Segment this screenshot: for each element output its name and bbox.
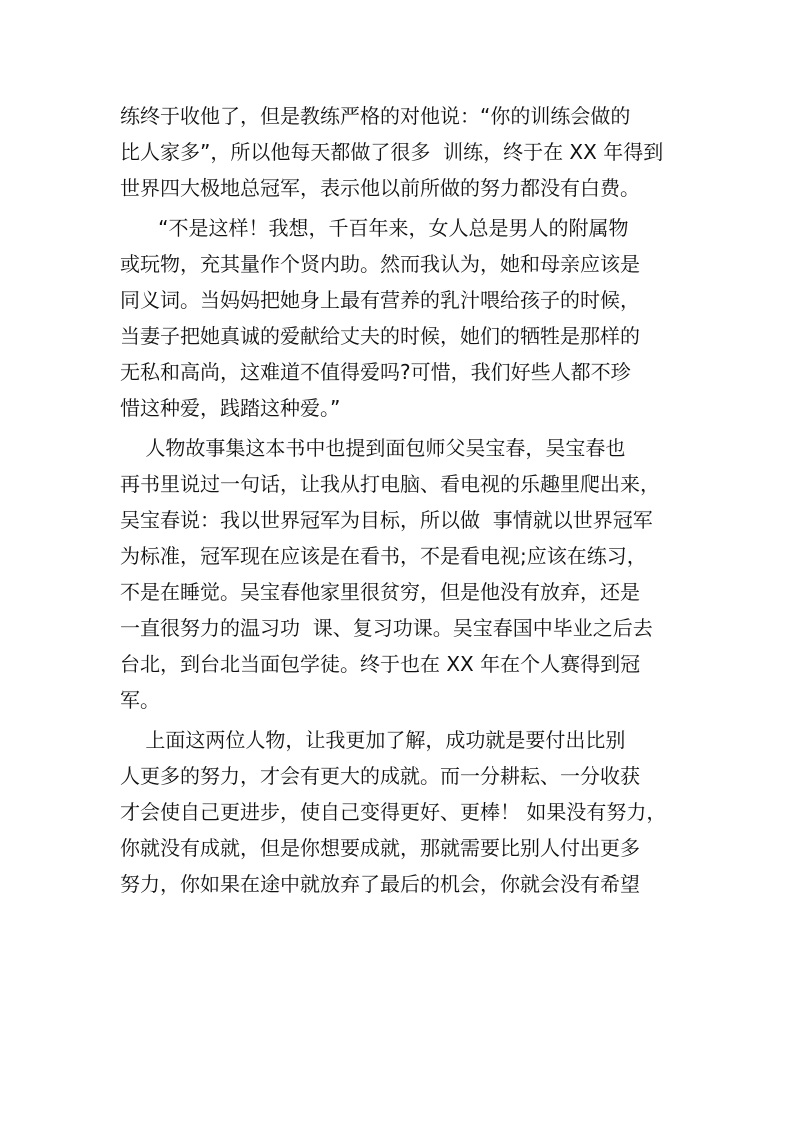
text-line: 惜这种爱，践踏这种爱。” <box>120 396 341 420</box>
text-line: 为标准，冠军现在应该是在看书，不是看电视;应该在练习， <box>120 544 647 568</box>
text-line: 同义词。当妈妈把她身上最有营养的乳汁喂给孩子的时候， <box>120 288 640 312</box>
text-line: 不是在睡觉。吴宝春他家里很贫穷，但是他没有放弃，还是 <box>120 580 640 604</box>
text-line: 无私和高尚，这难道不值得爱吗?可惜，我们好些人都不珍 <box>120 360 631 384</box>
text-line: “不是这样！我想，千百年来，女人总是男人的附属物 <box>120 216 629 240</box>
text-line: 你就没有成就，但是你想要成就，那就需要比别人付出更多 <box>120 836 640 860</box>
text-line: 人物故事集这本书中也提到面包师父吴宝春，吴宝春也 <box>120 436 626 460</box>
text-line: 吴宝春说：我以世界冠军为目标，所以做 事情就以世界冠军 <box>120 508 653 532</box>
text-line: 人更多的努力，才会有更大的成就。而一分耕耘、一分收获 <box>120 764 640 788</box>
text-line: 或玩物，充其量作个贤内助。然而我认为，她和母亲应该是 <box>120 252 640 276</box>
text-line: 努力，你如果在途中就放弃了最后的机会，你就会没有希望 <box>120 872 640 896</box>
text-line: 上面这两位人物，让我更加了解，成功就是要付出比别 <box>120 728 626 752</box>
text-line: 世界四大极地总冠军，表示他以前所做的努力都没有白费。 <box>120 176 640 200</box>
text-line: 台北，到台北当面包学徒。终于也在 XX 年在个人赛得到冠 <box>120 652 641 676</box>
text-line: 再书里说过一句话，让我从打电脑、看电视的乐趣里爬出来， <box>120 472 660 496</box>
text-line: 军。 <box>120 688 160 712</box>
text-line: 比人家多”，所以他每天都做了很多 训练，终于在 XX 年得到 <box>120 140 664 164</box>
text-line: 练终于收他了，但是教练严格的对他说：“你的训练会做的 <box>120 104 631 128</box>
text-line: 一直很努力的温习功 课、复习功课。吴宝春国中毕业之后去 <box>120 616 653 640</box>
text-line: 当妻子把她真诚的爱献给丈夫的时候，她们的牺牲是那样的 <box>120 324 640 348</box>
body-text <box>120 98 690 902</box>
text-line: 才会使自己更进步，使自己变得更好、更棒！ 如果没有努力， <box>120 800 667 824</box>
